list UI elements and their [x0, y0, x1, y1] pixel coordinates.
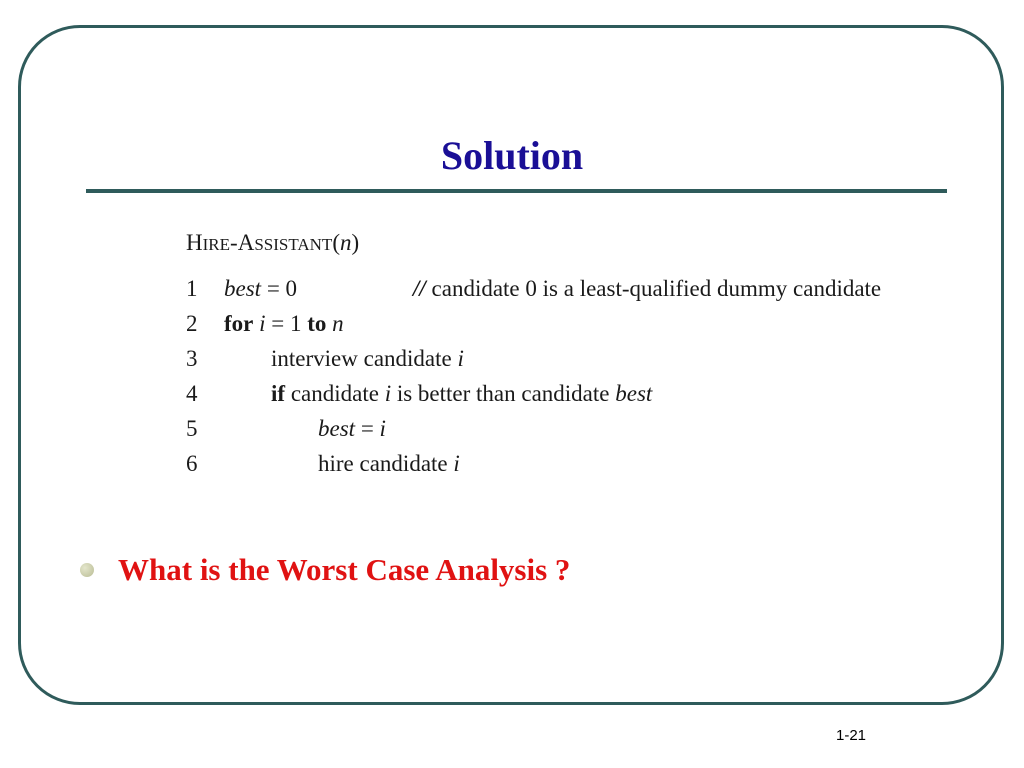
title-underline: [86, 189, 947, 193]
line-body: [271, 342, 464, 376]
line-number: 5: [186, 416, 198, 441]
code-line-1: [186, 272, 966, 306]
variable-i: i: [379, 416, 386, 441]
algorithm-param-open: (: [332, 230, 340, 255]
assignment: = 0: [261, 276, 298, 301]
line-body: [318, 412, 386, 446]
statement-text: is better than candidate: [391, 381, 616, 406]
bullet-text: What is the Worst Case Analysis ?: [118, 552, 571, 587]
line-body: [224, 307, 344, 341]
keyword-to: to: [307, 311, 327, 336]
algorithm-name-initial-2: A: [237, 230, 255, 255]
page-number: 1-21: [836, 727, 867, 744]
comment-text: candidate 0 is a least-qualified dummy candidate: [425, 276, 882, 301]
loop-start: = 1: [265, 311, 308, 336]
variable-i: i: [453, 451, 460, 476]
variable-i: i: [457, 346, 464, 371]
algorithm-name-dash: -: [230, 230, 238, 255]
line-number: 1: [186, 276, 198, 301]
algorithm-header: [186, 226, 359, 262]
comment-marker: //: [413, 276, 426, 301]
statement-text: interview candidate: [271, 346, 458, 371]
statement-text: candidate: [285, 381, 385, 406]
line-body: [318, 447, 460, 481]
variable-best: best: [318, 416, 356, 441]
bullet-dot-icon: [80, 563, 94, 577]
variable-i: i: [253, 311, 266, 336]
keyword-if: if: [271, 381, 286, 406]
statement-text: hire candidate: [318, 451, 454, 476]
line-comment: [413, 272, 881, 306]
line-number: 2: [186, 311, 198, 336]
line-number: 4: [186, 381, 198, 406]
algorithm-param: n: [339, 230, 352, 255]
line-body: [224, 272, 297, 306]
variable-best: best: [615, 381, 653, 406]
variable-n: n: [326, 311, 344, 336]
variable-i: i: [384, 381, 392, 406]
slide-title: Solution: [440, 133, 584, 178]
line-number: 6: [186, 451, 198, 476]
variable-best: best: [224, 276, 262, 301]
algorithm-param-close: ): [351, 230, 360, 255]
algorithm-name-rest-1: IRE: [202, 235, 231, 254]
line-body: [271, 377, 652, 411]
algorithm-name-initial-1: H: [186, 230, 203, 255]
algorithm-name-rest-2: SSISTANT: [254, 235, 333, 254]
slide-frame: [18, 25, 1004, 705]
assignment: =: [355, 416, 380, 441]
keyword-for: for: [224, 311, 254, 336]
line-number: 3: [186, 346, 198, 371]
